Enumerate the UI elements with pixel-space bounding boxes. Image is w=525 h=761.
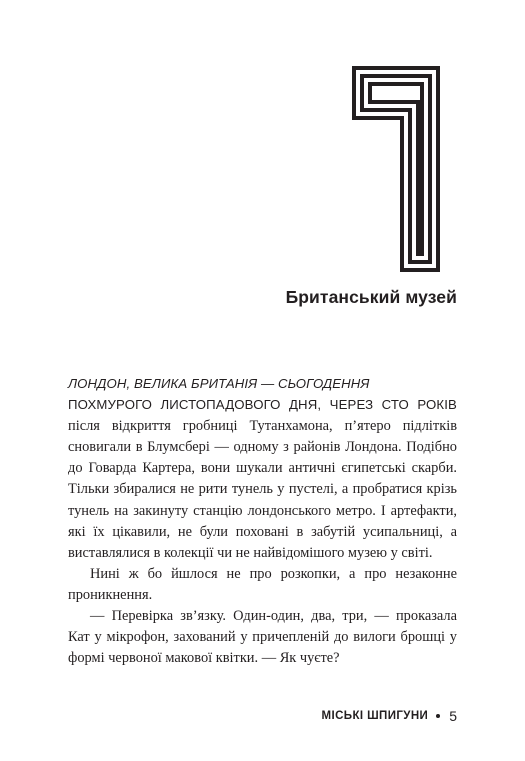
running-footer (322, 708, 457, 724)
chapter-number-graphic (352, 66, 440, 272)
bullet-separator-icon (436, 714, 440, 718)
page-number: 5 (449, 708, 457, 724)
paragraph-1 (68, 394, 457, 564)
paragraph-2: Нині ж бо йшлося не про розкопки, а про незаконне проникнення. (68, 565, 457, 603)
location-dateline: ЛОНДОН, ВЕЛИКА БРИТАНІЯ — СЬОГОДЕННЯ (68, 376, 370, 391)
chapter-title: Британський музей (285, 287, 457, 307)
paragraph-3: — Перевірка зв’язку. Один-один, два, три, — проказала Кат у мікрофон, захований у причепленій до вилоги брошці у формі червоної макової квітки. — Як чуєте? (68, 608, 457, 667)
chapter-body (68, 373, 457, 669)
paragraph-lead-caps: ПОХМУРОГО ЛИСТОПАДОВОГО ДНЯ, ЧЕРЕЗ СТО РОКІВ (68, 397, 457, 413)
footer-book-title: МІСЬКІ ШПИГУНИ (321, 710, 429, 722)
paragraph-1-text: після відкриття гробниці Тутанхамона, п’ятеро підлітків сновигали в Блумсбері — одному з районів Лондона. Подібно до Говарда Картера, вони шукали античні єгипетські скарби. Тільки збиралися не рити тунель у пустелі, а пробратися крізь тунель на закинуту станцію лондонського метро. І артефакти, які їх цікавили, не були поховані в забутій усипальниці, а виставлялися в колекції чи не найвідомішого музею у світі. (68, 418, 457, 561)
